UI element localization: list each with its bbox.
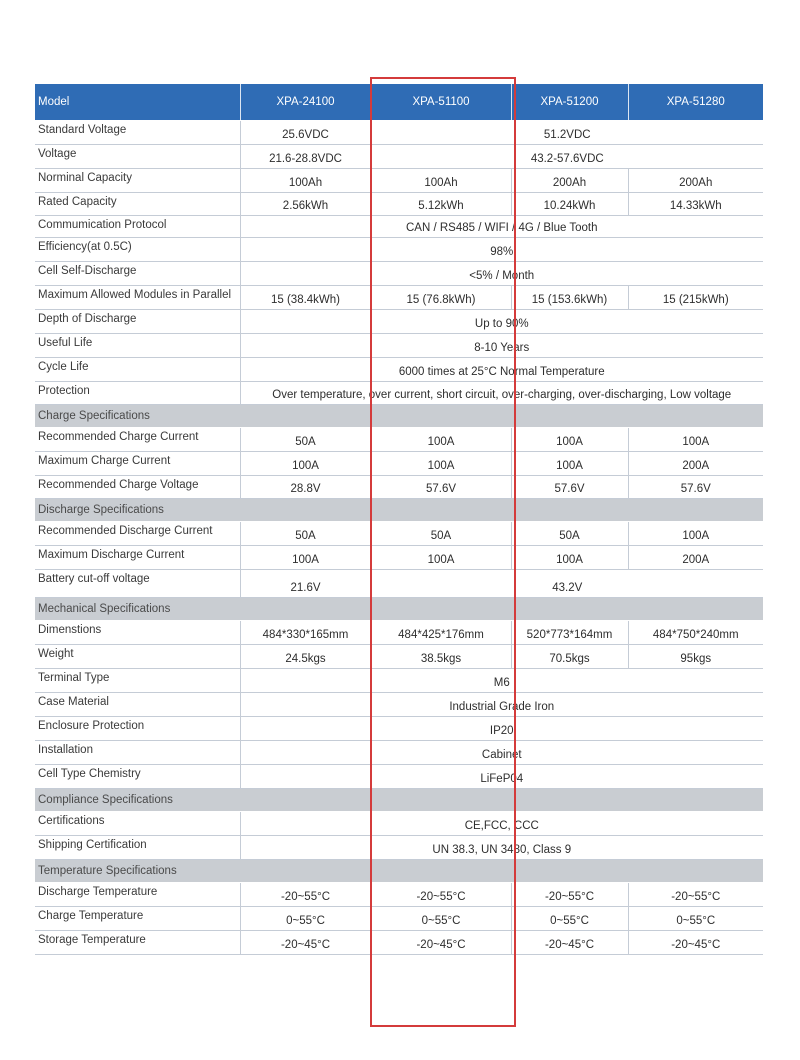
- spec-label: Recommended Charge Current: [35, 428, 240, 452]
- spec-table: [35, 84, 763, 955]
- spec-row-enclosure-protection: [35, 717, 763, 741]
- spec-row-standard-voltage: [35, 121, 763, 145]
- header-row: [35, 84, 763, 121]
- spec-label: Storage Temperature: [35, 931, 240, 955]
- header-model-xpa-51200: XPA-51200: [511, 84, 628, 121]
- spec-value: Up to 90%: [240, 310, 763, 334]
- spec-label: Voltage: [35, 145, 240, 169]
- spec-label: Depth of Discharge: [35, 310, 240, 334]
- spec-value: -20~55°C: [628, 883, 763, 907]
- header-model-label: Model: [35, 84, 240, 121]
- spec-label: Installation: [35, 741, 240, 765]
- spec-label: Case Material: [35, 693, 240, 717]
- spec-label: Dimenstions: [35, 621, 240, 645]
- spec-row-installation: [35, 741, 763, 765]
- spec-value: 8-10 Years: [240, 334, 763, 358]
- spec-label: Cycle Life: [35, 358, 240, 382]
- section-title: Temperature Specifications: [35, 860, 763, 883]
- spec-label: Enclosure Protection: [35, 717, 240, 741]
- spec-value: IP20: [240, 717, 763, 741]
- header-model-xpa-24100: XPA-24100: [240, 84, 371, 121]
- spec-value: 100Ah: [240, 169, 371, 193]
- spec-value: 100A: [511, 428, 628, 452]
- spec-value: 14.33kWh: [628, 193, 763, 216]
- section-row-charge-specifications: [35, 405, 763, 428]
- spec-row-dimenstions: [35, 621, 763, 645]
- spec-value: -20~45°C: [628, 931, 763, 955]
- spec-row-cell-type-chemistry: [35, 765, 763, 789]
- section-row-compliance-specifications: [35, 789, 763, 812]
- spec-row-recommended-discharge-current: [35, 522, 763, 546]
- header-model-xpa-51100: XPA-51100: [371, 84, 511, 121]
- spec-row-discharge-temperature: [35, 883, 763, 907]
- spec-value: 98%: [240, 238, 763, 262]
- spec-label: Maximum Discharge Current: [35, 546, 240, 570]
- spec-value: 484*750*240mm: [628, 621, 763, 645]
- spec-value: CE,FCC, CCC: [240, 812, 763, 836]
- spec-value: LiFeP04: [240, 765, 763, 789]
- spec-value: 100A: [371, 428, 511, 452]
- spec-value: 200Ah: [628, 169, 763, 193]
- spec-row-charge-temperature: [35, 907, 763, 931]
- spec-value: 50A: [511, 522, 628, 546]
- spec-label: Certifications: [35, 812, 240, 836]
- spec-label: Maximum Allowed Modules in Parallel: [35, 286, 240, 310]
- spec-value: 15 (215kWh): [628, 286, 763, 310]
- spec-value: -20~45°C: [240, 931, 371, 955]
- spec-value: -20~55°C: [511, 883, 628, 907]
- spec-value: 0~55°C: [240, 907, 371, 931]
- section-row-mechanical-specifications: [35, 598, 763, 621]
- spec-label: Shipping Certification: [35, 836, 240, 860]
- spec-row-weight: [35, 645, 763, 669]
- spec-value: 50A: [240, 522, 371, 546]
- spec-value: Industrial Grade Iron: [240, 693, 763, 717]
- spec-value: 0~55°C: [628, 907, 763, 931]
- spec-value: 0~55°C: [511, 907, 628, 931]
- spec-value: -20~55°C: [371, 883, 511, 907]
- spec-value: 21.6V: [240, 570, 371, 598]
- spec-row-battery-cut-off-voltage: [35, 570, 763, 598]
- spec-value: 70.5kgs: [511, 645, 628, 669]
- spec-label: Weight: [35, 645, 240, 669]
- spec-row-recommended-charge-current: [35, 428, 763, 452]
- spec-value: 0~55°C: [371, 907, 511, 931]
- spec-label: Recommended Discharge Current: [35, 522, 240, 546]
- section-row-discharge-specifications: [35, 499, 763, 522]
- spec-value: 50A: [371, 522, 511, 546]
- spec-value: 43.2-57.6VDC: [371, 145, 763, 169]
- spec-label: Discharge Temperature: [35, 883, 240, 907]
- spec-value: -20~45°C: [371, 931, 511, 955]
- spec-table-body: [35, 84, 763, 955]
- spec-value: 28.8V: [240, 476, 371, 499]
- spec-label: Cell Type Chemistry: [35, 765, 240, 789]
- spec-value: 15 (153.6kWh): [511, 286, 628, 310]
- spec-value: 200A: [628, 546, 763, 570]
- spec-value: 15 (38.4kWh): [240, 286, 371, 310]
- spec-row-voltage: [35, 145, 763, 169]
- spec-label: Recommended Charge Voltage: [35, 476, 240, 499]
- spec-row-depth-of-discharge: [35, 310, 763, 334]
- section-title: Discharge Specifications: [35, 499, 763, 522]
- spec-row-cell-self-discharge: [35, 262, 763, 286]
- spec-value: -20~55°C: [240, 883, 371, 907]
- spec-value: 5.12kWh: [371, 193, 511, 216]
- spec-label: Cell Self-Discharge: [35, 262, 240, 286]
- spec-value: Over temperature, over current, short circuit, over-charging, over-discharging, Low voltage: [240, 382, 763, 405]
- spec-value: 200Ah: [511, 169, 628, 193]
- spec-row-terminal-type: [35, 669, 763, 693]
- spec-value: UN 38.3, UN 3480, Class 9: [240, 836, 763, 860]
- spec-value: 200A: [628, 452, 763, 476]
- spec-value: 15 (76.8kWh): [371, 286, 511, 310]
- header-model-xpa-51280: XPA-51280: [628, 84, 763, 121]
- spec-row-rated-capacity: [35, 193, 763, 216]
- spec-value: M6: [240, 669, 763, 693]
- spec-row-maximum-allowed-modules-in-parallel: [35, 286, 763, 310]
- spec-label: Commumication Protocol: [35, 216, 240, 238]
- section-title: Charge Specifications: [35, 405, 763, 428]
- spec-value: 100A: [240, 452, 371, 476]
- spec-value: 24.5kgs: [240, 645, 371, 669]
- spec-value: 21.6-28.8VDC: [240, 145, 371, 169]
- spec-label: Useful Life: [35, 334, 240, 358]
- spec-value: 57.6V: [371, 476, 511, 499]
- spec-value: 484*425*176mm: [371, 621, 511, 645]
- spec-row-protection: [35, 382, 763, 405]
- spec-value: 6000 times at 25°C Normal Temperature: [240, 358, 763, 382]
- spec-value: 484*330*165mm: [240, 621, 371, 645]
- spec-value: 520*773*164mm: [511, 621, 628, 645]
- spec-row-maximum-charge-current: [35, 452, 763, 476]
- spec-row-commumication-protocol: [35, 216, 763, 238]
- spec-label: Maximum Charge Current: [35, 452, 240, 476]
- spec-value: 51.2VDC: [371, 121, 763, 145]
- spec-row-norminal-capacity: [35, 169, 763, 193]
- spec-label: Battery cut-off voltage: [35, 570, 240, 598]
- spec-label: Standard Voltage: [35, 121, 240, 145]
- spec-value: 57.6V: [511, 476, 628, 499]
- section-title: Mechanical Specifications: [35, 598, 763, 621]
- spec-row-maximum-discharge-current: [35, 546, 763, 570]
- spec-row-efficiency-at-0-5c: [35, 238, 763, 262]
- spec-row-shipping-certification: [35, 836, 763, 860]
- spec-value: 100A: [511, 452, 628, 476]
- spec-label: Charge Temperature: [35, 907, 240, 931]
- spec-value: 95kgs: [628, 645, 763, 669]
- spec-value: -20~45°C: [511, 931, 628, 955]
- spec-value: 43.2V: [371, 570, 763, 598]
- spec-value: 100A: [371, 452, 511, 476]
- spec-row-useful-life: [35, 334, 763, 358]
- spec-label: Efficiency(at 0.5C): [35, 238, 240, 262]
- spec-value: 38.5kgs: [371, 645, 511, 669]
- spec-row-recommended-charge-voltage: [35, 476, 763, 499]
- spec-value: CAN / RS485 / WIFI / 4G / Blue Tooth: [240, 216, 763, 238]
- spec-value: 100A: [628, 428, 763, 452]
- spec-label: Rated Capacity: [35, 193, 240, 216]
- spec-value: 57.6V: [628, 476, 763, 499]
- spec-value: 100A: [628, 522, 763, 546]
- spec-value: Cabinet: [240, 741, 763, 765]
- spec-row-certifications: [35, 812, 763, 836]
- spec-value: 50A: [240, 428, 371, 452]
- spec-row-case-material: [35, 693, 763, 717]
- section-title: Compliance Specifications: [35, 789, 763, 812]
- spec-row-cycle-life: [35, 358, 763, 382]
- spec-value: 100A: [240, 546, 371, 570]
- spec-value: 2.56kWh: [240, 193, 371, 216]
- spec-row-storage-temperature: [35, 931, 763, 955]
- spec-label: Terminal Type: [35, 669, 240, 693]
- spec-value: 10.24kWh: [511, 193, 628, 216]
- section-row-temperature-specifications: [35, 860, 763, 883]
- spec-value: 25.6VDC: [240, 121, 371, 145]
- spec-label: Protection: [35, 382, 240, 405]
- spec-value: 100A: [371, 546, 511, 570]
- spec-value: 100A: [511, 546, 628, 570]
- spec-label: Norminal Capacity: [35, 169, 240, 193]
- spec-value: <5% / Month: [240, 262, 763, 286]
- spec-value: 100Ah: [371, 169, 511, 193]
